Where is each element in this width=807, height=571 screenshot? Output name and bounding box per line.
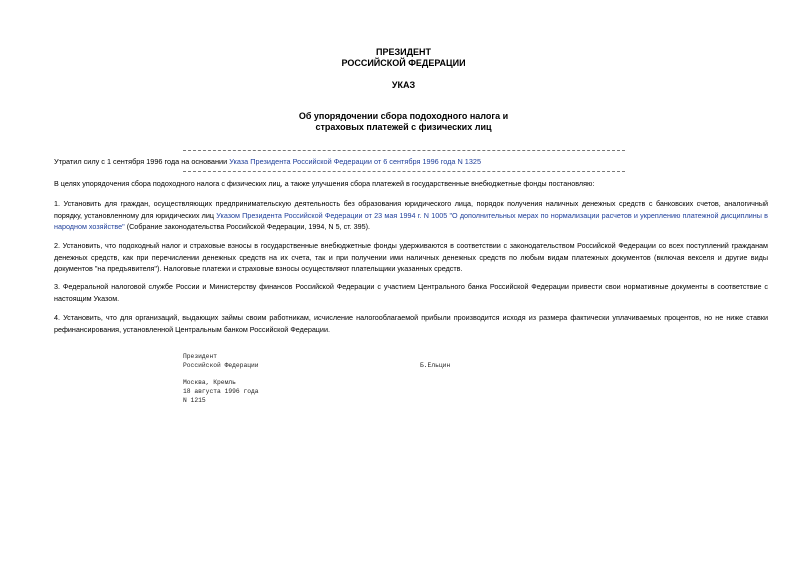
header-president: ПРЕЗИДЕНТ <box>376 47 431 57</box>
signature-place: Москва, Кремль <box>183 379 236 386</box>
paragraph-1 <box>54 198 768 233</box>
document-title-line1: Об упорядочении сбора подоходного налога и <box>298 111 509 121</box>
paragraph-1-link[interactable]: Указом Президента Российской Федерации от 23 мая 1994 г. N 1005 "О дополнительных мерах по нормализации расчетов и укреплению платежной дисциплины в народном хозяйстве" <box>54 210 768 231</box>
paragraph-2: 2. Установить, что подоходный налог и страховые взносы в государственные внебюджетные фонды удерживаются в соответствии с законодательством Российской Федерации со всех поступлений гражданам денежных средств, как при перечислении денежных средств на их счета, так и при получении ими наличных денежных средств по любым видам платежных документов (включая векселя и другие виды документов "на предъявителя"). Налоговые платежи и страховые взносы осуществляют плательщики указанных средств. <box>54 241 768 273</box>
preamble-paragraph: В целях упорядочения сбора подоходного налога с физических лиц, а также улучшения сбора платежей в государственные внебюджетные фонды постановляю: <box>54 179 595 188</box>
document-type: УКАЗ <box>391 80 416 90</box>
signature-position-2: Российской Федерации <box>183 362 259 369</box>
signature-name: Б.Ельцин <box>420 362 451 369</box>
divider-bottom <box>183 171 625 172</box>
status-prefix: Утратил силу с 1 сентября 1996 года на основании <box>54 157 230 166</box>
paragraph-3: 3. Федеральной налоговой службе России и Министерству финансов Российской Федерации с участием Центрального банка Российской Федерации привести свои нормативные документы в соответствие с настоящим Указом. <box>54 282 768 303</box>
signature-position-1: Президент <box>183 353 218 360</box>
signature-date: 18 августа 1996 года <box>183 388 259 395</box>
paragraph-1-citation: (Собрание законодательства Российской Федерации, 1994, N 5, ст. 395). <box>124 222 371 231</box>
status-note <box>54 157 481 166</box>
divider-top <box>183 150 625 151</box>
status-link[interactable]: Указа Президента Российской Федерации от 6 сентября 1996 года N 1325 <box>229 157 482 166</box>
signature-number: N 1215 <box>183 397 206 404</box>
header-federation: РОССИЙСКОЙ ФЕДЕРАЦИИ <box>341 58 466 68</box>
paragraph-4: 4. Установить, что для организаций, выдающих займы своим работникам, исчисление налогооблагаемой прибыли производится исходя из размера фактически уплачиваемых процентов, но не ниже ставки рефинансирования, установленной Центральным банком Российской Федерации. <box>54 313 768 334</box>
paragraph-1-text: 1. Установить для граждан, осуществляющих предпринимательскую деятельность без образования юридического лица, порядок получения наличных денежных средств с банковских счетов, аналогичный порядку, установленному для юридических лиц <box>54 199 768 220</box>
document-title-line2: страховых платежей с физических лиц <box>315 122 492 132</box>
